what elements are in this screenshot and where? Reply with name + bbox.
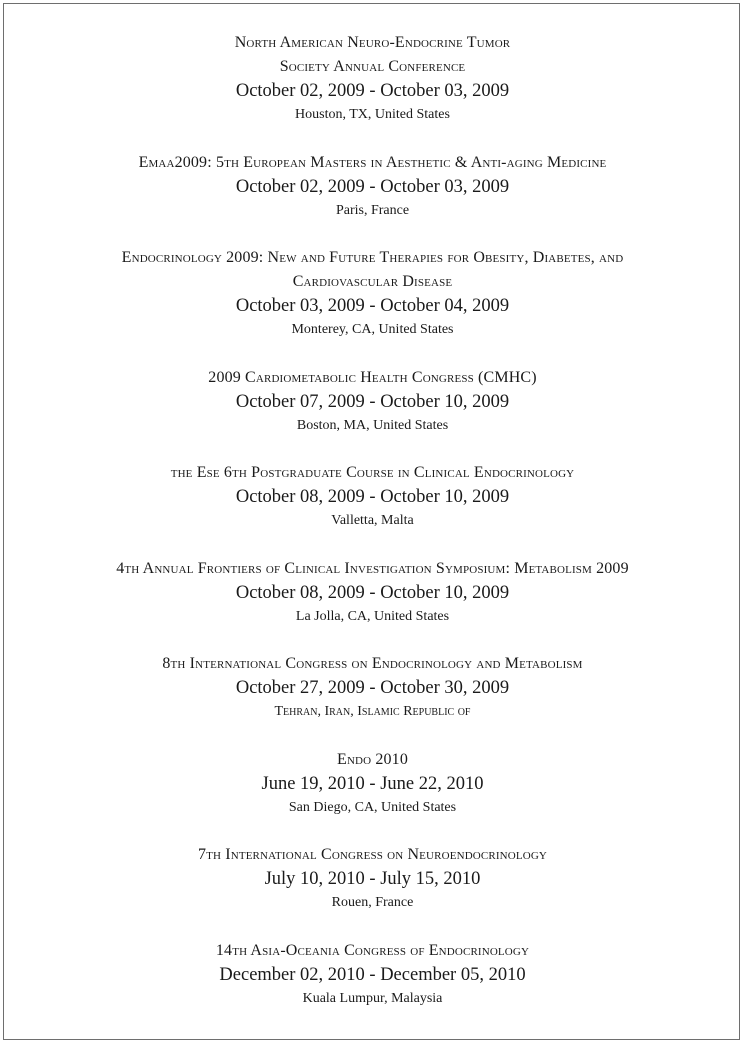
event-title — [48, 843, 697, 867]
event-title — [48, 939, 697, 963]
event-list — [0, 31, 745, 1034]
event-dates: October 07, 2009 - October 10, 2009 — [235, 391, 510, 412]
event-title — [48, 31, 697, 79]
event-item — [0, 246, 745, 342]
event-dates: October 03, 2009 - October 04, 2009 — [235, 296, 510, 316]
event-item — [0, 461, 745, 533]
event-location: La Jolla, CA, United States — [295, 608, 450, 624]
event-title-line: the Ese 6th Postgraduate Course in Clinical Endocrinology — [170, 464, 575, 481]
event-title-line: 7th International Congress on Neuroendocrinology — [197, 846, 548, 863]
event-location: Valletta, Malta — [331, 513, 414, 528]
event-dates: October 02, 2009 - October 03, 2009 — [235, 176, 510, 197]
event-location: Rouen, France — [331, 895, 414, 910]
event-title-line: Emaa2009: 5th European Masters in Aesthetic & Anti-aging Medicine — [138, 153, 607, 171]
event-title-line: 4th Annual Frontiers of Clinical Investigation Symposium: Metabolism 2009 — [116, 559, 629, 577]
event-item — [0, 557, 745, 629]
event-location: Kuala Lumpur, Malaysia — [302, 990, 443, 1006]
event-title — [48, 748, 697, 772]
event-item — [0, 151, 745, 223]
event-dates: June 19, 2010 - June 22, 2010 — [261, 773, 484, 794]
event-title — [48, 151, 697, 175]
event-title — [48, 461, 697, 485]
event-location: Paris, France — [335, 202, 410, 218]
event-title-line: Endo 2010 — [337, 750, 408, 768]
event-item — [0, 939, 745, 1011]
event-dates: October 08, 2009 - October 10, 2009 — [235, 487, 510, 507]
event-title-line: Society Annual Conference — [279, 58, 466, 75]
event-title-line: North American Neuro-Endocrine Tumor — [234, 34, 511, 51]
event-location: San Diego, CA, United States — [288, 799, 457, 815]
event-title-line: 2009 Cardiometabolic Health Congress (CMHC) — [208, 368, 537, 386]
event-location: Tehran, Iran, Islamic Republic of — [274, 704, 471, 719]
event-item — [0, 748, 745, 820]
event-title-line: 8th International Congress on Endocrinology and Metabolism — [162, 655, 583, 672]
event-title — [48, 246, 697, 294]
event-dates: October 27, 2009 - October 30, 2009 — [235, 678, 510, 698]
event-location: Monterey, CA, United States — [291, 322, 454, 337]
event-dates: December 02, 2010 - December 05, 2010 — [219, 964, 526, 985]
event-title — [48, 652, 697, 676]
event-item — [0, 366, 745, 438]
event-item — [0, 843, 745, 915]
event-item — [0, 652, 745, 724]
event-dates: October 08, 2009 - October 10, 2009 — [235, 582, 510, 603]
event-location: Boston, MA, United States — [296, 417, 449, 433]
event-title — [48, 557, 697, 581]
event-title — [48, 366, 697, 390]
event-title-line: 14th Asia-Oceania Congress of Endocrinology — [215, 941, 530, 959]
event-dates: July 10, 2010 - July 15, 2010 — [264, 869, 481, 889]
event-dates: October 02, 2009 - October 03, 2009 — [235, 81, 510, 101]
event-title-line: Cardiovascular Disease — [292, 273, 453, 290]
event-title-line: Endocrinology 2009: New and Future Therapies for Obesity, Diabetes, and — [121, 249, 624, 266]
event-location: Houston, TX, United States — [295, 107, 450, 122]
event-item — [0, 31, 745, 127]
